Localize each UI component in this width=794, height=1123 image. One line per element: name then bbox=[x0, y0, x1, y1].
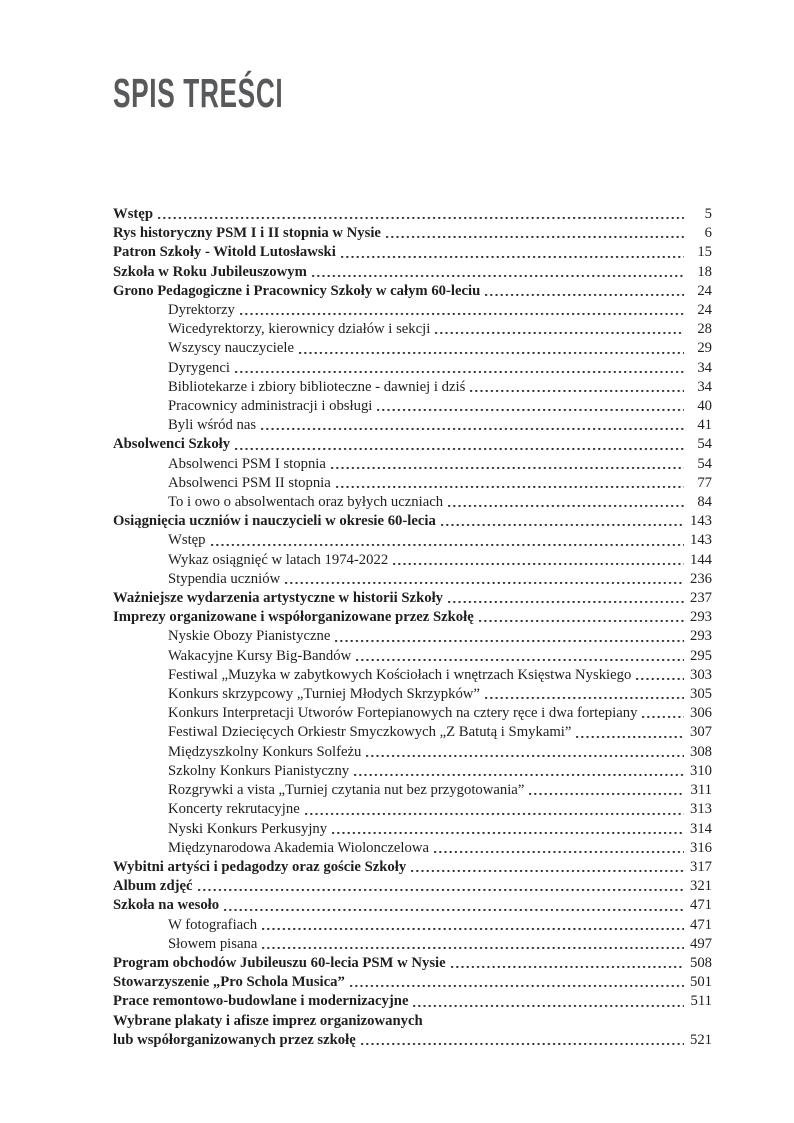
toc-entry-label: To i owo o absolwentach oraz byłych uczniach bbox=[168, 494, 444, 511]
toc-entry-label: Nyskie Obozy Pianistyczne bbox=[168, 628, 331, 645]
toc-entry-page: 293 bbox=[689, 609, 712, 626]
toc-entry-label: Ważniejsze wydarzenia artystyczne w historii Szkoły bbox=[113, 590, 444, 607]
dot-leader bbox=[332, 820, 684, 839]
dot-leader bbox=[479, 608, 684, 627]
toc-entry bbox=[113, 1031, 712, 1050]
toc-entry-page: 305 bbox=[689, 686, 712, 703]
toc-entry bbox=[113, 320, 712, 339]
dot-leader bbox=[366, 743, 684, 762]
toc-entry bbox=[113, 512, 712, 531]
dot-leader bbox=[529, 781, 684, 800]
toc-entry-label: Stowarzyszenie „Pro Schola Musica” bbox=[113, 974, 345, 991]
toc-entry-label: Wicedyrektorzy, kierownicy działów i sekcji bbox=[168, 321, 431, 338]
toc-entry-label: Wstęp bbox=[113, 206, 153, 222]
toc-entry-page: 237 bbox=[689, 590, 712, 607]
toc-entry bbox=[113, 570, 712, 589]
dot-leader bbox=[331, 455, 684, 474]
dot-leader bbox=[224, 896, 684, 915]
dot-leader bbox=[448, 493, 684, 512]
toc-entry bbox=[113, 704, 712, 723]
toc-entry-label: Absolwenci PSM II stopnia bbox=[168, 474, 331, 491]
toc-entry bbox=[113, 416, 712, 435]
toc-entry bbox=[113, 301, 712, 320]
toc-entry bbox=[113, 954, 712, 973]
toc-entry-label: Wstęp bbox=[168, 532, 206, 549]
dot-leader bbox=[235, 435, 684, 454]
dot-leader bbox=[393, 551, 684, 570]
toc-entry bbox=[113, 896, 712, 915]
toc-entry bbox=[113, 493, 712, 512]
toc-entry-page: 143 bbox=[689, 513, 712, 530]
toc-entry-page: 511 bbox=[690, 993, 712, 1010]
dot-leader bbox=[198, 877, 684, 896]
toc-entry-page: 54 bbox=[697, 455, 712, 472]
toc-entry bbox=[113, 877, 712, 896]
toc-entry-label: Absolwenci Szkoły bbox=[113, 436, 231, 453]
toc-entry-page: 316 bbox=[689, 839, 712, 856]
toc-entry bbox=[113, 858, 712, 877]
dot-leader bbox=[262, 916, 684, 935]
toc-entry-label: Międzynarodowa Akademia Wiolonczelowa bbox=[168, 839, 429, 856]
toc-entry bbox=[113, 282, 712, 301]
toc-entry-page: 471 bbox=[689, 916, 712, 933]
toc-entry-page: 311 bbox=[690, 782, 712, 799]
toc-entry-label: Festiwal „Muzyka w zabytkowych Kościołach i wnętrzach Księstwa Nyskiego bbox=[168, 666, 632, 683]
toc-entry-page: 15 bbox=[697, 244, 712, 261]
toc-entry bbox=[113, 435, 712, 454]
toc-entry-page: 41 bbox=[697, 417, 712, 434]
dot-leader bbox=[576, 723, 684, 742]
toc-entry-label: Dyrektorzy bbox=[168, 302, 235, 319]
toc-entry-page: 143 bbox=[689, 532, 712, 549]
toc-entry-page: 313 bbox=[689, 801, 712, 818]
toc-entry-label: Byli wśród nas bbox=[168, 417, 257, 434]
dot-leader bbox=[642, 704, 684, 723]
toc-entry bbox=[113, 723, 712, 742]
toc-entry-label: Szkolny Konkurs Pianistyczny bbox=[168, 762, 350, 779]
dot-leader bbox=[350, 973, 684, 992]
toc-entry-label: W fotografiach bbox=[168, 916, 258, 933]
toc-entry-page: 308 bbox=[689, 743, 712, 760]
toc-entry-page: 497 bbox=[689, 935, 712, 952]
toc-entry-page: 317 bbox=[689, 858, 712, 875]
toc-entry-page: 77 bbox=[697, 474, 712, 491]
toc-entry-label: Międzyszkolny Konkurs Solfeżu bbox=[168, 743, 362, 760]
dot-leader bbox=[485, 685, 684, 704]
toc-entry bbox=[113, 627, 712, 646]
dot-leader bbox=[386, 224, 684, 243]
toc-entry-page: 521 bbox=[689, 1031, 712, 1048]
toc-entry bbox=[113, 992, 712, 1011]
dot-leader bbox=[485, 282, 684, 301]
dot-leader bbox=[262, 935, 684, 954]
table-of-contents bbox=[113, 205, 712, 1050]
toc-entry bbox=[113, 224, 712, 243]
toc-entry-label: Słowem pisana bbox=[168, 935, 258, 952]
toc-entry-page: 24 bbox=[697, 302, 712, 319]
dot-leader bbox=[261, 416, 684, 435]
toc-entry-page: 306 bbox=[689, 705, 712, 722]
toc-entry-label: Wszyscy nauczyciele bbox=[168, 340, 294, 357]
toc-entry bbox=[113, 762, 712, 781]
toc-entry bbox=[113, 800, 712, 819]
toc-entry-label: lub współorganizowanych przez szkołę bbox=[113, 1031, 356, 1048]
toc-entry bbox=[113, 781, 712, 800]
toc-entry-label: Szkoła w Roku Jubileuszowym bbox=[113, 263, 307, 280]
toc-entry bbox=[113, 666, 712, 685]
toc-entry bbox=[113, 243, 712, 262]
dot-leader bbox=[312, 263, 684, 282]
dot-leader bbox=[411, 858, 684, 877]
toc-entry-label: Rozgrywki a vista „Turniej czytania nut bez przygotowania” bbox=[168, 782, 525, 799]
toc-entry bbox=[113, 205, 712, 224]
toc-entry-label: Imprezy organizowane i współorganizowane przez Szkołę bbox=[113, 609, 474, 626]
toc-entry-page: 40 bbox=[697, 398, 712, 415]
toc-entry-label: Bibliotekarze i zbiory biblioteczne - dawniej i dziś bbox=[168, 378, 466, 395]
dot-leader bbox=[336, 474, 684, 493]
toc-entry-page: 29 bbox=[697, 340, 712, 357]
toc-entry-label: Patron Szkoły - Witold Lutosławski bbox=[113, 244, 336, 261]
toc-entry-page: 6 bbox=[704, 225, 712, 242]
toc-entry-label: Nyski Konkurs Perkusyjny bbox=[168, 820, 328, 837]
dot-leader bbox=[377, 397, 684, 416]
toc-entry-label: Absolwenci PSM I stopnia bbox=[168, 455, 326, 472]
dot-leader bbox=[441, 512, 684, 531]
toc-entry-page: 293 bbox=[689, 628, 712, 645]
dot-leader bbox=[356, 647, 684, 666]
toc-entry-label: Stypendia uczniów bbox=[168, 570, 281, 587]
toc-entry-label: Konkurs skrzypcowy „Turniej Młodych Skrzypków” bbox=[168, 686, 480, 703]
dot-leader bbox=[435, 320, 684, 339]
toc-entry bbox=[113, 455, 712, 474]
toc-entry-label: Prace remontowo-budowlane i modernizacyjne bbox=[113, 993, 409, 1010]
toc-entry-label: Koncerty rekrutacyjne bbox=[168, 801, 300, 818]
toc-entry-page: 24 bbox=[697, 282, 712, 299]
dot-leader bbox=[448, 589, 684, 608]
dot-leader bbox=[354, 762, 684, 781]
toc-entry-label: Rys historyczny PSM I i II stopnia w Nysie bbox=[113, 225, 381, 242]
toc-entry bbox=[113, 685, 712, 704]
dot-leader bbox=[305, 800, 684, 819]
toc-entry bbox=[113, 820, 712, 839]
toc-entry bbox=[113, 935, 712, 954]
dot-leader bbox=[341, 243, 684, 262]
toc-entry bbox=[113, 608, 712, 627]
toc-entry-label: Festiwal Dziecięcych Orkiestr Smyczkowych „Z Batutą i Smykami” bbox=[168, 724, 572, 741]
toc-entry bbox=[113, 1012, 712, 1031]
toc-entry bbox=[113, 474, 712, 493]
toc-entry bbox=[113, 531, 712, 550]
toc-entry-page: 18 bbox=[697, 263, 712, 280]
dot-leader bbox=[235, 359, 684, 378]
toc-entry-page: 471 bbox=[689, 897, 712, 914]
dot-leader bbox=[636, 666, 684, 685]
toc-entry-label: Wybrane plakaty i afisze imprez organizowanych bbox=[113, 1012, 423, 1029]
toc-entry-page: 310 bbox=[689, 762, 712, 779]
toc-entry-page: 54 bbox=[697, 436, 712, 453]
dot-leader bbox=[335, 627, 684, 646]
toc-entry-page: 28 bbox=[697, 321, 712, 338]
toc-entry-page: 321 bbox=[689, 878, 712, 895]
toc-entry-label: Program obchodów Jubileuszu 60-lecia PSM w Nysie bbox=[113, 954, 446, 971]
toc-entry-page: 314 bbox=[689, 820, 712, 837]
dot-leader bbox=[451, 954, 684, 973]
toc-entry-label: Grono Pedagogiczne i Pracownicy Szkoły w całym 60-leciu bbox=[113, 282, 481, 299]
dot-leader bbox=[299, 339, 684, 358]
toc-entry-page: 84 bbox=[697, 494, 712, 511]
dot-leader bbox=[361, 1031, 684, 1050]
dot-leader bbox=[240, 301, 684, 320]
toc-entry-label: Konkurs Interpretacji Utworów Fortepianowych na cztery ręce i dwa fortepiany bbox=[168, 705, 638, 722]
toc-entry bbox=[113, 916, 712, 935]
toc-entry bbox=[113, 551, 712, 570]
toc-entry-page: 307 bbox=[689, 724, 712, 741]
toc-entry bbox=[113, 359, 712, 378]
dot-leader bbox=[470, 378, 684, 397]
toc-entry bbox=[113, 397, 712, 416]
toc-entry bbox=[113, 743, 712, 762]
dot-leader bbox=[285, 570, 684, 589]
toc-entry-label: Wakacyjne Kursy Big-Bandów bbox=[168, 647, 352, 664]
dot-leader bbox=[211, 531, 684, 550]
toc-entry bbox=[113, 339, 712, 358]
toc-entry-label: Osiągnięcia uczniów i nauczycieli w okresie 60-lecia bbox=[113, 513, 436, 530]
toc-entry-label: Wykaz osiągnięć w latach 1974-2022 bbox=[168, 551, 389, 568]
toc-entry bbox=[113, 839, 712, 858]
toc-entry bbox=[113, 378, 712, 397]
toc-entry-label: Pracownicy administracji i obsługi bbox=[168, 398, 373, 415]
toc-entry-page: 236 bbox=[689, 570, 712, 587]
dot-leader bbox=[434, 839, 684, 858]
toc-entry-page: 144 bbox=[689, 551, 712, 568]
toc-entry-page: 34 bbox=[697, 378, 712, 395]
toc-entry-page: 295 bbox=[689, 647, 712, 664]
toc-entry-page: 5 bbox=[704, 206, 712, 222]
toc-entry bbox=[113, 263, 712, 282]
toc-entry bbox=[113, 647, 712, 666]
toc-entry bbox=[113, 973, 712, 992]
toc-entry-label: Szkoła na wesoło bbox=[113, 897, 220, 914]
page-title: SPIS TREŚCI bbox=[113, 70, 284, 116]
toc-entry-page: 34 bbox=[697, 359, 712, 376]
toc-entry-label: Wybitni artyści i pedagodzy oraz goście Szkoły bbox=[113, 858, 407, 875]
toc-entry-label: Album zdjęć bbox=[113, 878, 193, 895]
toc-entry-page: 501 bbox=[689, 974, 712, 991]
toc-entry-label: Dyrygenci bbox=[168, 359, 230, 376]
toc-entry-page: 508 bbox=[689, 954, 712, 971]
dot-leader bbox=[413, 992, 684, 1011]
dot-leader bbox=[158, 205, 684, 224]
toc-entry bbox=[113, 589, 712, 608]
toc-entry-page: 303 bbox=[689, 666, 712, 683]
